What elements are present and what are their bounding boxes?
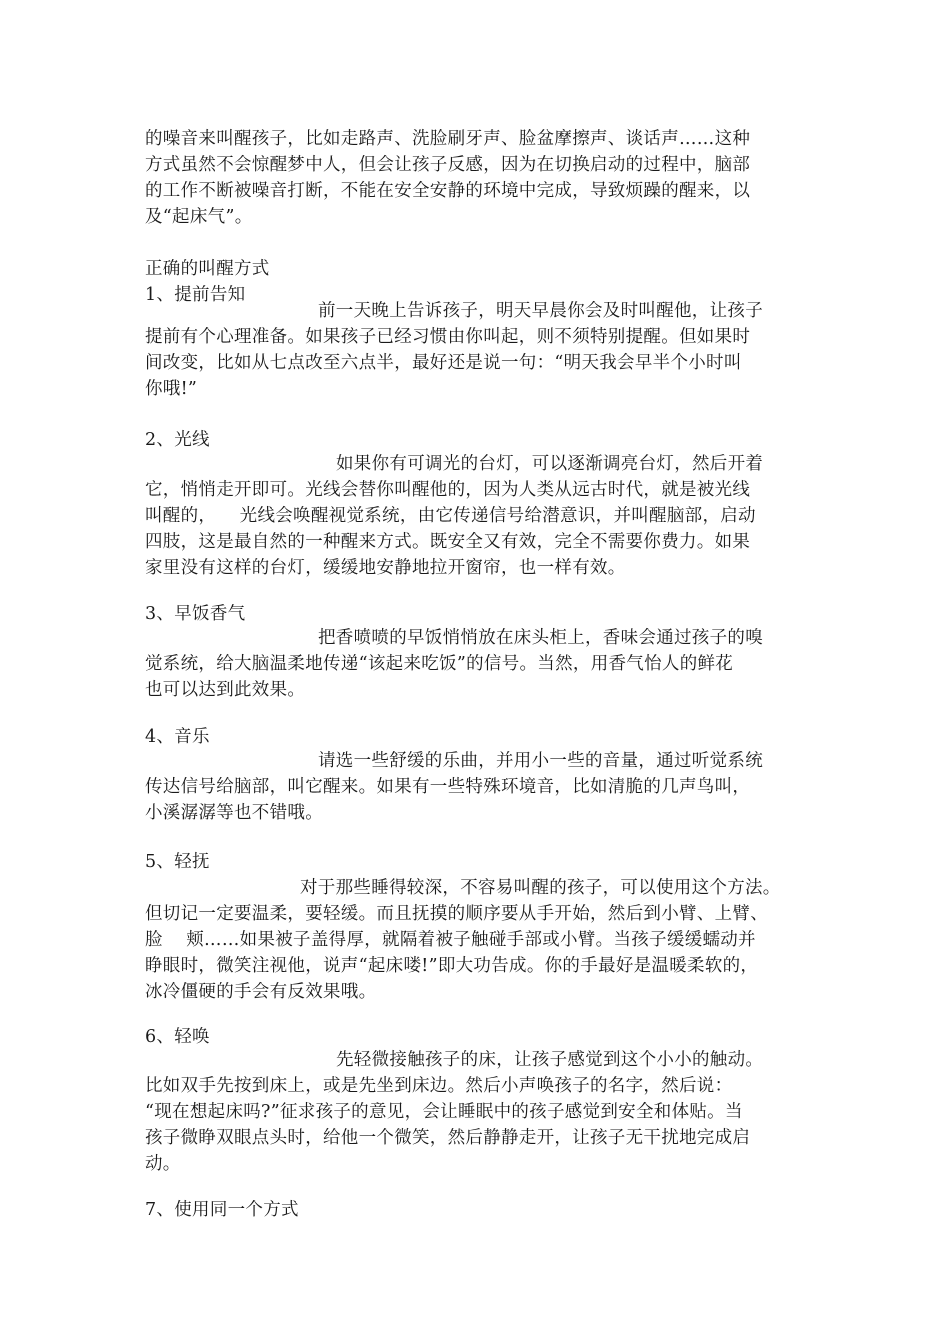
method-line: 孩子微睁双眼点头时，给他一个微笑，然后静静走开，让孩子无干扰地完成启 bbox=[145, 1128, 751, 1148]
method-line: 冰冷僵硬的手会有反效果哦。 bbox=[145, 982, 377, 1002]
method-line: 你哦!” bbox=[145, 379, 198, 399]
intro-line: 的工作不断被噪音打断，不能在安全安静的环境中完成，导致烦躁的醒来，以 bbox=[145, 181, 751, 201]
method-line: 前一天晚上告诉孩子，明天早晨你会及时叫醒他，让孩子 bbox=[318, 301, 763, 321]
method-line: 它，悄悄走开即可。光线会替你叫醒他的，因为人类从远古时代，就是被光线 bbox=[145, 480, 751, 500]
method-heading: 3、早饭香气 bbox=[145, 604, 246, 624]
method-line: 睁眼时，微笑注视他，说声“起床喽!”即大功告成。你的手最好是温暖柔软的， bbox=[145, 956, 759, 976]
method-heading: 4、音乐 bbox=[145, 727, 210, 747]
method-line: 提前有个心理准备。如果孩子已经习惯由你叫起，则不须特别提醒。但如果时 bbox=[145, 327, 751, 347]
method-line: 但切记一定要温柔，要轻缓。而且抚摸的顺序要从手开始，然后到小臂、上臂、 bbox=[145, 904, 768, 924]
method-line: 传达信号给脑部，叫它醒来。如果有一些特殊环境音，比如清脆的几声鸟叫， bbox=[145, 777, 751, 797]
method-line: 对于那些睡得较深，不容易叫醒的孩子，可以使用这个方法。 bbox=[300, 878, 781, 898]
method-line: 先轻微接触孩子的床，让孩子感觉到这个小小的触动。 bbox=[336, 1050, 764, 1070]
method-line: 家里没有这样的台灯，缓缓地安静地拉开窗帘，也一样有效。 bbox=[145, 558, 626, 578]
method-line: 四肢，这是最自然的一种醒来方式。既安全又有效，完全不需要你费力。如果 bbox=[145, 532, 751, 552]
method-line: 如果你有可调光的台灯，可以逐渐调亮台灯，然后开着 bbox=[336, 454, 764, 474]
method-line: 脸 颊……如果被子盖得厚，就隔着被子触碰手部或小臂。当孩子缓缓蠕动并 bbox=[145, 930, 756, 950]
method-line: 比如双手先按到床上，或是先坐到床边。然后小声唤孩子的名字，然后说： bbox=[145, 1076, 733, 1096]
method-line: 小溪潺潺等也不错哦。 bbox=[145, 803, 323, 823]
method-line: 觉系统，给大脑温柔地传递“该起来吃饭”的信号。当然，用香气怡人的鲜花 bbox=[145, 654, 734, 674]
method-heading: 7、使用同一个方式 bbox=[145, 1200, 299, 1220]
method-heading: 1、提前告知 bbox=[145, 285, 246, 305]
section-title: 正确的叫醒方式 bbox=[145, 259, 270, 279]
method-line: 把香喷喷的早饭悄悄放在床头柜上，香味会通过孩子的嗅 bbox=[318, 628, 763, 648]
method-line: 间改变，比如从七点改至六点半，最好还是说一句：“明天我会早半个小时叫 bbox=[145, 353, 742, 373]
intro-line: 及“起床气”。 bbox=[145, 207, 253, 227]
intro-line: 方式虽然不会惊醒梦中人，但会让孩子反感，因为在切换启动的过程中，脑部 bbox=[145, 155, 751, 175]
method-line: 请选一些舒缓的乐曲，并用小一些的音量，通过听觉系统 bbox=[318, 751, 763, 771]
method-line: 叫醒的， 光线会唤醒视觉系统，由它传递信号给潜意识，并叫醒脑部，启动 bbox=[145, 506, 756, 526]
method-line: 动。 bbox=[145, 1154, 181, 1174]
method-line: “现在想起床吗?”征求孩子的意见，会让睡眠中的孩子感觉到安全和体贴。当 bbox=[145, 1102, 743, 1122]
method-line: 也可以达到此效果。 bbox=[145, 680, 306, 700]
method-heading: 2、光线 bbox=[145, 430, 210, 450]
method-heading: 6、轻唤 bbox=[145, 1027, 210, 1047]
intro-line: 的噪音来叫醒孩子，比如走路声、洗脸刷牙声、脸盆摩擦声、谈话声……这种 bbox=[145, 129, 751, 149]
method-heading: 5、轻抚 bbox=[145, 852, 210, 872]
